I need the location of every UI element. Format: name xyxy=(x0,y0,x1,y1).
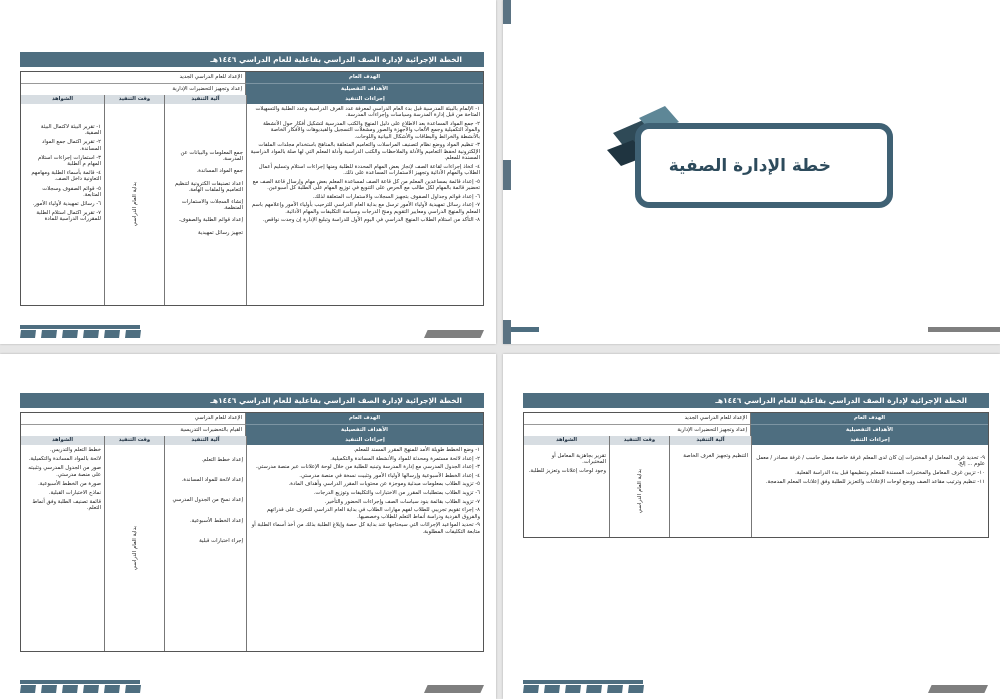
list-item: التنظيم وتجهيز الغرف الخاصة xyxy=(683,453,748,459)
list-item: إعداد الخطط الأسبوعية. xyxy=(189,517,243,524)
detailed-goals-label: الأهداف التفصيلية xyxy=(246,84,483,96)
list-item: ٣- استمارات إجراءات استلام المهام م الطلبة xyxy=(37,154,101,168)
list-item: إنشاء السجلات والاستمارات المنظمة. xyxy=(181,199,243,212)
general-goal-value: الإعداد للعام الدراسي الجديد xyxy=(524,413,751,425)
list-item: نماذج الاختبارات القبلية. xyxy=(48,490,101,497)
procedures-list xyxy=(250,106,480,224)
col-head-evidence: الشواهد xyxy=(524,436,609,445)
general-goal-label: الهدف العام xyxy=(246,413,483,425)
general-goal-label: الهدف العام xyxy=(246,72,483,84)
list-item: ٥- تزويد الطلاب بمعلومات مبدئية وموجزة عن محتويات المقرر الدراسي وأهداف المادة. xyxy=(288,481,480,488)
evidence-list xyxy=(24,447,101,512)
procedures-list xyxy=(755,455,985,485)
list-item: ٤- اتخاذ إجراءات لقاعة الصف لإنجاز بعض المهام المحددة للطلبة ومنها إجراءات استلام وتسليم أعمال الطلاب والمهام الأدائية وتجهيز الاستمارات المساعدة على ذلك. xyxy=(258,163,480,177)
list-item: ٢- إعداد لائحة مستمرة ومحدثة للمواد والأنشطة المساندة والتكميلية. xyxy=(330,455,480,462)
plan-page-3 xyxy=(0,354,496,699)
col-head-mechanism: آلية التنفيذ xyxy=(164,436,246,445)
page-title-bar: الخطة الإجرائية لإدارة الصف الدراسي بفاعلية للعام الدراسي ١٤٤٦هـ xyxy=(20,52,484,67)
col-head-time: وقت التنفيذ xyxy=(104,95,164,104)
detailed-goal-value: إعداد وتجهيز التحضيرات الإدارية xyxy=(21,84,246,96)
list-item: ٦- إعداد قوائم وجداول الصفوف بتجهيز السجلات والاستمارات المتعلقة لذلك. xyxy=(312,193,480,200)
plan-table xyxy=(523,412,989,538)
general-goal-value: الإعداد للعام الدراسي الجديد xyxy=(21,72,246,84)
cover-title: خطة الإدارة الصفية xyxy=(668,156,831,176)
goals-header xyxy=(21,72,483,95)
list-item: إجراء اختبارات قبلية xyxy=(199,537,243,544)
evidence-list xyxy=(24,124,101,223)
detailed-goals-label: الأهداف التفصيلية xyxy=(246,425,483,437)
evidence-list xyxy=(527,453,606,475)
general-goal-label: الهدف العام xyxy=(751,413,988,425)
list-item: ١- وضع الخطط طويلة الأمد للمنهج المقرر المسند للمعلم. xyxy=(353,447,480,453)
decor-bars xyxy=(20,324,141,338)
list-item: ٦- رسائل تمهيدية لأولياء الأمور. xyxy=(32,201,101,208)
col-head-evidence: الشواهد xyxy=(21,436,104,445)
page-title-bar: الخطة الإجرائية لإدارة الصف الدراسي بفاعلية للعام الدراسي ١٤٤٦هـ xyxy=(20,393,484,408)
time-value: بداية العام الدراسي xyxy=(131,182,138,227)
list-item: ٧- تزويد الطلاب بقائمة بنود سياسات الصف وإجراءات الحضور والتأخير. xyxy=(324,498,480,505)
col-head-procedures: إجراءات التنفيذ xyxy=(751,436,988,445)
list-item: ٩- تحديد المواعيد الإجرائات التي سيحتاجها عند بداية كل حصة وإبلاغ الطلبة بذلك من أخذ أسماء الطلبة أو متابعة التكليفات المطلوبة. xyxy=(251,522,480,535)
plan-page-4 xyxy=(503,354,1000,699)
list-item: ٤- إعداد الخطط الأسبوعية وإرسالها لأولياء الأمور وتثبيت نسخة في منصة مدرستي. xyxy=(299,472,480,479)
list-item: صورة من الخطط الأسبوعية. xyxy=(38,480,101,487)
list-item: ٩- تحديد غرف المعامل او المختبرات إن كان لدى المعلم غرفة خاصة معمل حاسب / غرفة مصادر / معمل علوم ... إلخ. xyxy=(756,455,985,468)
list-item: وجود لوحات إعلانات وتعزيز للطلبة. xyxy=(528,468,606,475)
mechanism-list xyxy=(168,457,243,544)
list-item: إعداد خطط التعلم. xyxy=(201,457,243,463)
list-item: صور من الجدول المدرسي وتثبيته على منصة مدرستي. xyxy=(28,465,101,478)
list-item: إعداد لائحة للمواد المساندة. xyxy=(181,477,243,484)
cover-page xyxy=(503,0,1000,344)
col-head-mechanism: آلية التنفيذ xyxy=(669,436,751,445)
col-head-time: وقت التنفيذ xyxy=(609,436,669,445)
general-goal-value: الإعداد للعام الدراسي xyxy=(21,413,246,425)
detailed-goal-value: إعداد وتجهيز التحضيرات الإدارية xyxy=(524,425,751,437)
decor-bars-right xyxy=(424,324,484,338)
list-item: خطط التعلم والتدريس. xyxy=(49,447,101,453)
detailed-goals-label: الأهداف التفصيلية xyxy=(751,425,988,437)
list-item: جمع المواد المساندة. xyxy=(196,168,243,175)
table-body-row xyxy=(21,104,483,305)
list-item: قائمة تصنيف الطلبة وفق أنماط التعلم. xyxy=(32,499,101,512)
list-item: ٨- التأكد من استلام الطلاب المنهج الدراسي في اليوم الأول للدراسة وتبليغ الإدارة إن وجدت نواقص. xyxy=(262,217,480,224)
list-item: ٣- تنظيم المواد ووضع نظام لتصنيف المراسلات والتعاميم المتعلقة بالمناهج باستخدام مجلدات الملفات الإلكترونية لحفظ التعاميم والأدلة والملاحظات والكتب الدراسية وأدلة المعلم التي لها صلة بالمواد الدراسية المسندة للمعلم. xyxy=(250,142,480,162)
list-item: ٥- إعداد قائمة بمساعدين المعلم من كل قاعة الصف لمساعدة المعلم بعض مهام وإرسال قاعة الصف مع تحضير قائمة بالمهام لكل طالب مع الحرص على التنويع في توزيع المهام على الطلبة كل أسبوعين. xyxy=(252,178,480,192)
list-item: جمع المعلومات والبيانات عن المدرسة. xyxy=(180,150,243,163)
col-head-mechanism: آلية التنفيذ xyxy=(164,95,246,104)
plan-table xyxy=(20,71,484,306)
mechanism-list xyxy=(673,453,748,459)
list-item: ٣- إعداد الجدول المدرسي مع إدارة المدرسة وتبنيه للطلبة من خلال لوحة الإعلانات عبر منصة مدرستي. xyxy=(255,464,480,471)
col-head-time: وقت التنفيذ xyxy=(104,436,164,445)
list-item: ٢- جمع المواد المساعدة بعد الاطلاع على دليل المنهج والكتب المدرسية لتشكيل أفكار حول الأنشطة والمواد التكميلية وجمع الألعاب والأجهزة والصور ومشغلات التسجيل والفيديوهات والأفكار الخاصة بالأنشطة والخرائط والبطاقات والأشكال البيانية واللوحات. xyxy=(263,121,480,140)
list-item: ١١- تنظيم وترتيب مقاعد الصف ووضع لوحات الإعلانات والتعزيز للطلبة وفق إعلانات المعلم المدمجة. xyxy=(765,478,985,485)
list-item: إعداد قوائم الطلبة والصفوف. xyxy=(178,217,243,224)
time-value: بداية العام الدراسي xyxy=(131,525,138,571)
list-item: إعداد نسخ من الجدول المدرسي xyxy=(172,497,243,504)
list-item: ٥- قوائم الصفوف وسجلات المتابعة. xyxy=(42,185,101,198)
list-item: تقرير بجاهزية المعامل أو المختبرات. xyxy=(551,453,606,466)
page-title-bar: الخطة الإجرائية لإدارة الصف الدراسي بفاعلية للعام الدراسي ١٤٤٦هـ xyxy=(523,393,989,408)
list-item: تجهيز رسائل تمهيدية xyxy=(198,229,243,236)
plan-table xyxy=(20,412,484,652)
col-head-procedures: إجراءات التنفيذ xyxy=(246,436,483,445)
list-item: ٦- تزويد الطلاب بمتطلبات المقرر من الاختبارات والتكليفات وتوزيع الدرجات. xyxy=(313,489,480,496)
column-headers xyxy=(21,95,483,104)
col-head-procedures: إجراءات التنفيذ xyxy=(246,95,483,104)
list-item: ٢- تقرير اكتمال جمع المواد المساندة. xyxy=(42,139,101,152)
mechanism-list xyxy=(168,150,243,236)
list-item: ٤- قائمة بأسماء الطلبة ومهامهم التعاونية داخل الصف. xyxy=(31,170,101,183)
list-item: ٧- تقرير اكتمال استلام الطلبة للمقررات الدراسية للمادة xyxy=(36,210,101,223)
detailed-goal-value: القيام بالتحضيرات التدريسية xyxy=(21,425,246,437)
col-head-evidence: الشواهد xyxy=(21,95,104,104)
list-item: لائحة بالمواد المساندة والتكميلية. xyxy=(28,456,101,463)
list-item: ١- الإلمام بالبيئة المدرسية قبل بدء العام الدراسي لمعرفة عدد الغرف الدراسية وعدد الطلبة والتسهيلات المتاحة من قبل إدارة المدرسة وسياسات وإجراءات المدرسة. xyxy=(255,106,480,119)
procedures-list xyxy=(250,447,480,535)
list-item: اعداد تصنيفات الكترونية لتنظيم التعاميم والملفات الهامة. xyxy=(174,180,243,193)
list-item: ٨- إجراء تقويم تجريبي للطلاب لفهم مهارات الطلاب في بداية العام الدراسي للتعرف على قدراتهم والفروق الفردية ودراسة أنماط التعلم للطلاب وخصصيها. xyxy=(266,507,480,520)
list-item: ١٠- تزيين غرف المعامل والمختبرات المسندة للمعلم وتنظيمها قبل بدء الدراسة الفعلية. xyxy=(795,470,985,476)
list-item: ١- تقرير البيئة لاكتمال البيئة الصفية. xyxy=(40,124,101,137)
plan-page-1 xyxy=(0,0,496,344)
list-item: ٧- إعداد رسائل تمهيدية لأولياء الأمور ترسل مع بداية العام الدراسي للترحيب بأولياء الأمور وإعلامهم باسم المعلم والمنهج الدراسي ومعايير التقويم ومنح الدرجات وسياسة التكليفات والمهام الأدائية. xyxy=(251,202,480,215)
cover-title-frame xyxy=(635,123,893,208)
time-value: بداية العام الدراسي xyxy=(636,468,643,514)
